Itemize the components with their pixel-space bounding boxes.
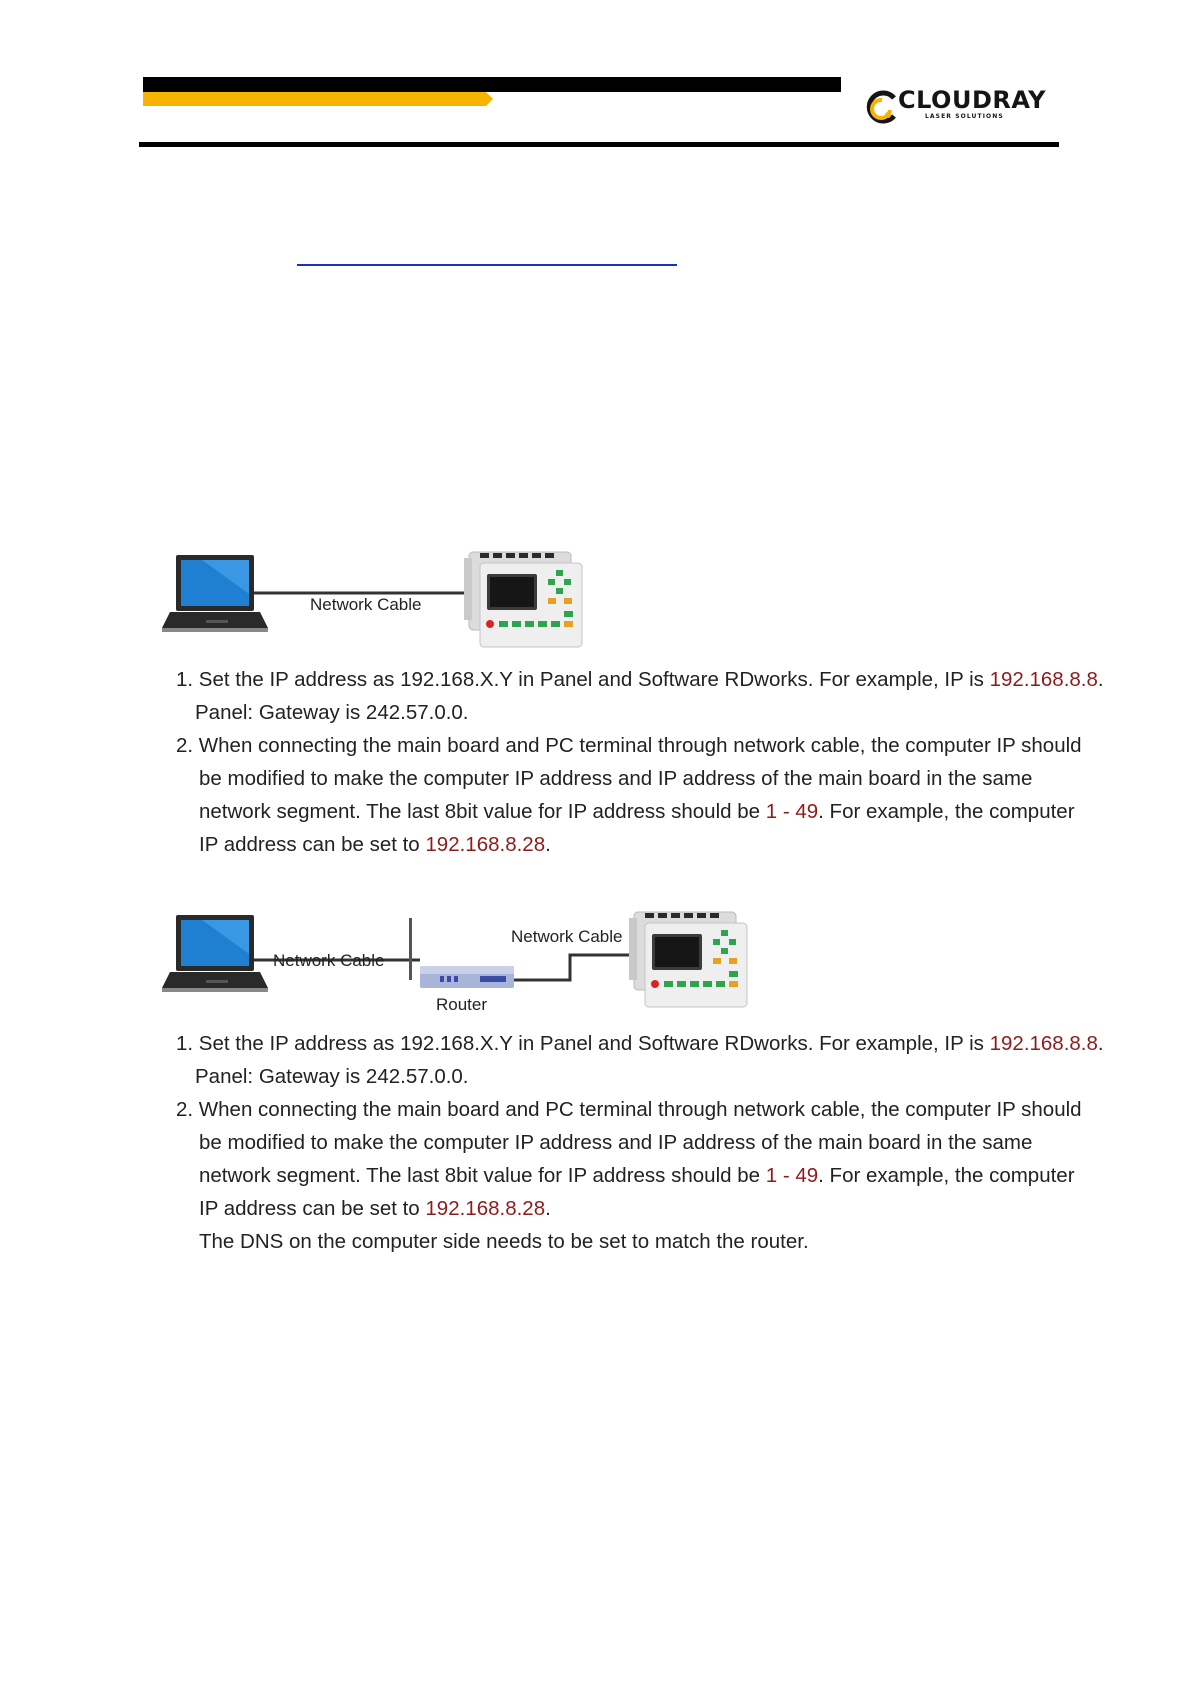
brand-name: CLOUDRAY — [898, 86, 1046, 114]
diagram-direct-connection — [150, 550, 600, 650]
network-cable-right-line — [512, 955, 635, 980]
step-2-line-2: be modified to make the computer IP address and IP address of the main board in the same — [199, 1131, 1033, 1154]
step-1-line: 1. Set the IP address as 192.168.X.Y in Panel and Software RDworks. For example, IP is 192.168.8.8. — [176, 668, 1104, 691]
ip-range: 1 - 49 — [765, 800, 819, 823]
step-2-line-3: network segment. The last 8bit value for IP address should be 1 - 49. For example, the computer — [199, 800, 1075, 823]
ip-range: 1 - 49 — [765, 1164, 819, 1187]
network-cable-label: Network Cable — [310, 595, 422, 614]
gateway-line: Panel: Gateway is 242.57.0.0. — [195, 1065, 469, 1088]
step-2-line-1: 2. When connecting the main board and PC terminal through network cable, the computer IP should — [176, 734, 1082, 757]
network-cable-left-label: Network Cable — [273, 951, 385, 970]
computer-ip: 192.168.8.28 — [425, 833, 546, 856]
computer-ip: 192.168.8.28 — [425, 1197, 546, 1220]
network-cable-right-label: Network Cable — [511, 927, 623, 946]
header-black-bar — [143, 77, 841, 92]
step-2-line-3: network segment. The last 8bit value for IP address should be 1 - 49. For example, the computer — [199, 1164, 1075, 1187]
step-2-line-2: be modified to make the computer IP address and IP address of the main board in the same — [199, 767, 1033, 790]
step-1-line: 1. Set the IP address as 192.168.X.Y in Panel and Software RDworks. For example, IP is 192.168.8.8. — [176, 1032, 1104, 1055]
step-2-line-1: 2. When connecting the main board and PC terminal through network cable, the computer IP should — [176, 1098, 1082, 1121]
step-2-line-4: IP address can be set to 192.168.8.28. — [199, 833, 551, 856]
router-label: Router — [436, 995, 488, 1014]
dns-note-line: The DNS on the computer side needs to be set to match the router. — [199, 1230, 809, 1253]
controller-board-icon — [464, 552, 582, 647]
brand-tagline: LASER SOLUTIONS — [925, 113, 1004, 120]
header-yellow-bar — [143, 92, 493, 106]
logo-mark-icon — [869, 93, 894, 121]
example-ip: 192.168.8.8 — [989, 668, 1098, 691]
example-ip: 192.168.8.8 — [989, 1032, 1098, 1055]
laptop-icon — [162, 555, 268, 632]
gateway-line: Panel: Gateway is 242.57.0.0. — [195, 701, 469, 724]
diagram-router-connection — [150, 910, 760, 1020]
hyperlink-underline[interactable] — [297, 264, 677, 266]
step-2-line-4: IP address can be set to 192.168.8.28. — [199, 1197, 551, 1220]
controller-board-icon — [629, 912, 747, 1007]
laptop-icon — [162, 915, 268, 992]
router-icon — [409, 918, 514, 988]
header-rule — [139, 142, 1059, 147]
